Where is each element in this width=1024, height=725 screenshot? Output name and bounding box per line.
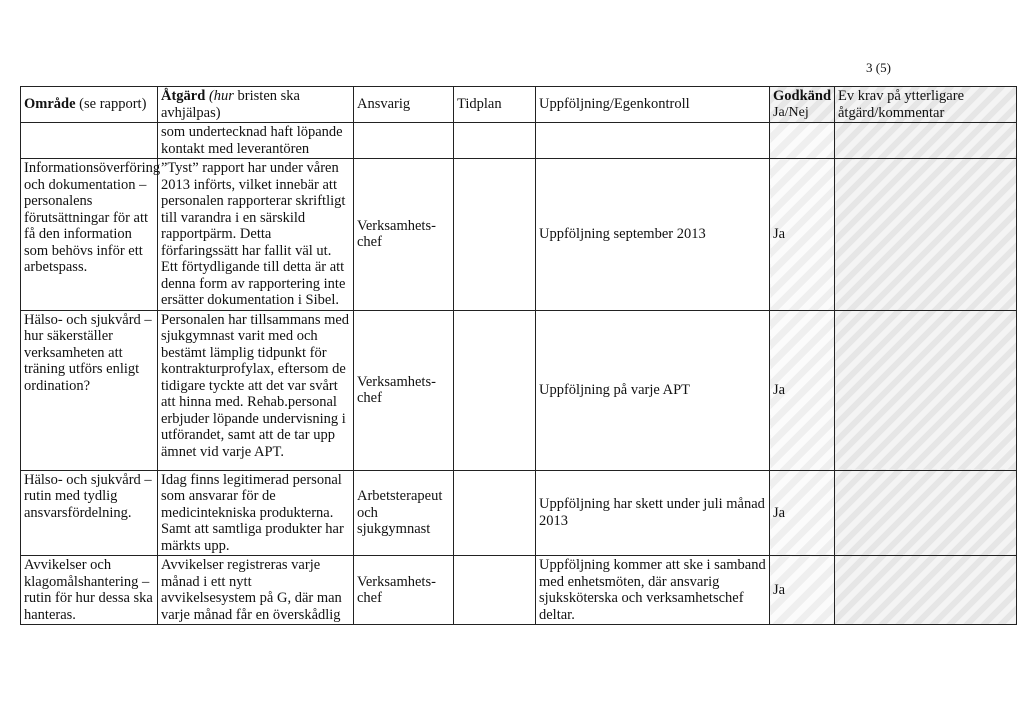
row-schedule [454, 556, 536, 625]
header-extra: Ev krav på ytterligare åtgärd/kommentar [835, 87, 1017, 123]
row-action: Avvikelser registreras varje månad i ett nytt avvikelsesystem på G, där man varje månad får en överskådlig [158, 556, 354, 625]
header-approved: Godkänd Ja/Nej [770, 87, 835, 123]
row-followup: Uppföljning har skett under juli månad 2013 [536, 470, 770, 556]
header-row [21, 87, 1017, 123]
row-area: Hälso- och sjukvård – hur säkerställer verksamheten att träning utförs enligt ordination? [21, 310, 158, 470]
row-approved: Ja [770, 159, 835, 311]
row-extra [835, 159, 1017, 311]
page-number: 3 (5) [866, 60, 891, 75]
header-area: Område (se rapport) [21, 87, 158, 123]
row-extra [835, 556, 1017, 625]
table-row [21, 310, 1017, 470]
row-approved: Ja [770, 556, 835, 625]
row-extra [835, 310, 1017, 470]
row-action: Personalen har tillsammans med sjukgymnast varit med och bestämt lämplig tidpunkt för kontrakturprofylax, eftersom de tidigare tyckte att det var svårt att hinna med. Rehab.personal erbjuder löpande undervisning i utförandet, samt att de tar upp ämnet vid varje APT. [158, 310, 354, 470]
row-action: Idag finns legitimerad personal som ansvarar för de medicintekniska produkterna. Samt att samtliga produkter har märkts upp. [158, 470, 354, 556]
continuation-action: som undertecknad haft löpande kontakt med leverantören [158, 123, 354, 159]
header-schedule: Tidplan [454, 87, 536, 123]
row-schedule [454, 159, 536, 311]
continuation-row [21, 123, 1017, 159]
row-area: Hälso- och sjukvård – rutin med tydlig ansvarsfördelning. [21, 470, 158, 556]
table-row [21, 159, 1017, 311]
header-action: Åtgärd (hur bristen ska avhjälpas) [158, 87, 354, 123]
row-responsible: Arbetsterapeut och sjukgymnast [354, 470, 454, 556]
row-responsible: Verksamhets-chef [354, 159, 454, 311]
table-row [21, 556, 1017, 625]
row-area: Avvikelser och klagomålshantering – rutin för hur dessa ska hanteras. [21, 556, 158, 625]
row-followup: Uppföljning kommer att ske i samband med enhetsmöten, där ansvarig sjuksköterska och verksamhetschef deltar. [536, 556, 770, 625]
row-schedule [454, 470, 536, 556]
row-schedule [454, 310, 536, 470]
row-followup: Uppföljning på varje APT [536, 310, 770, 470]
header-followup: Uppföljning/Egenkontroll [536, 87, 770, 123]
row-action: ”Tyst” rapport har under våren 2013 införts, vilket innebär att personalen rapporterar skriftligt till varandra i en särskild rapportpärm. Detta förfaringssätt har fallit väl ut. Ett förtydligande till detta är att denna form av rapportering inte ersätter dokumentation i Sibel. [158, 159, 354, 311]
row-approved: Ja [770, 310, 835, 470]
row-area: Informationsöverföring och dokumentation – personalens förutsättningar för att få den information som behövs inför ett arbetspass. [21, 159, 158, 311]
row-extra [835, 470, 1017, 556]
row-responsible: Verksamhets-chef [354, 310, 454, 470]
continuation-area [21, 123, 158, 159]
table-row [21, 470, 1017, 556]
row-followup: Uppföljning september 2013 [536, 159, 770, 311]
row-approved: Ja [770, 470, 835, 556]
action-plan-table [20, 86, 1017, 625]
header-responsible: Ansvarig [354, 87, 454, 123]
row-responsible: Verksamhets-chef [354, 556, 454, 625]
